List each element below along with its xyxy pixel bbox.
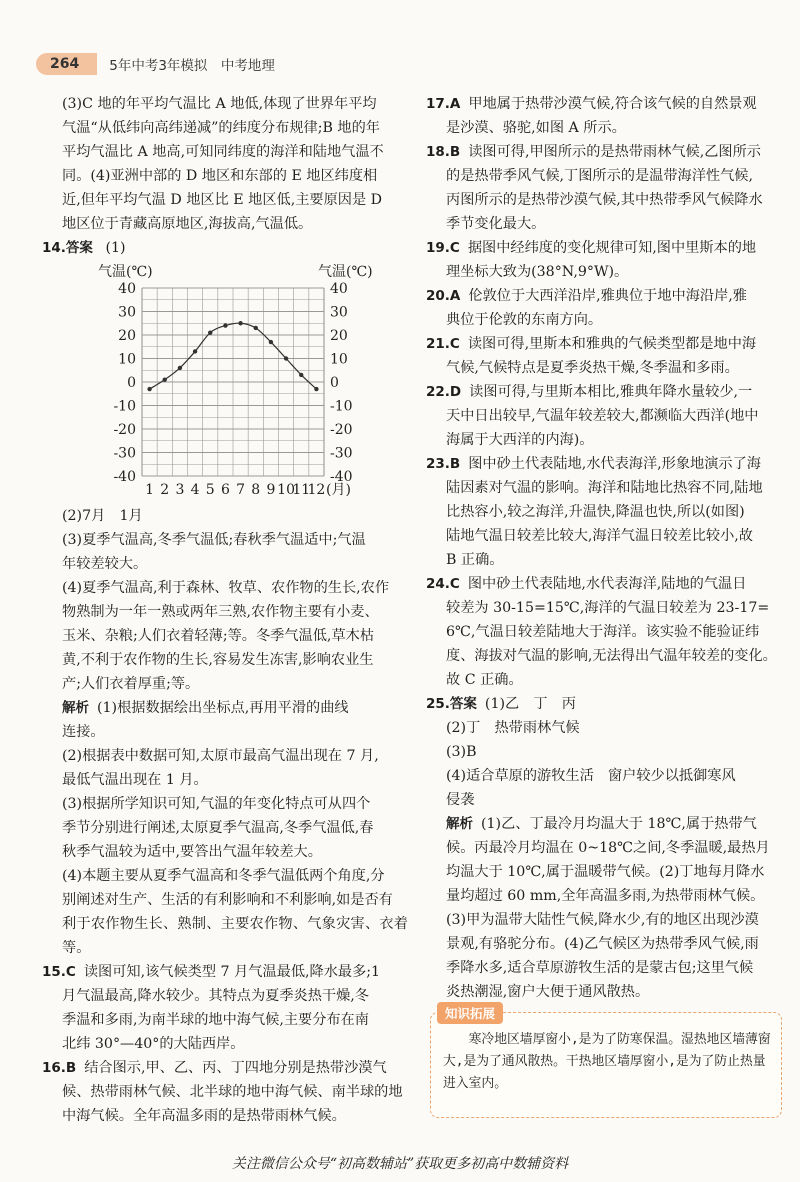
q15-number: 15.C	[42, 964, 76, 980]
q25-analysis	[426, 812, 790, 1004]
text-line: (2)根据表中数据可知,太原市最高气温出现在 7 月,	[62, 748, 379, 764]
data-point	[163, 377, 167, 381]
y-tick-label-right: 20	[330, 328, 348, 344]
text-line: (4)本题主要从夏季气温高和冬季气温低两个角度,分	[62, 868, 385, 884]
q25-first-line	[426, 692, 790, 716]
x-tick-label: 8	[251, 482, 261, 498]
text-line: 度、海拔对气温的影响,无法得出气温年较差的变化。	[446, 648, 777, 664]
text-line: 读图可得,里斯本和雅典的气候类型都是地中海	[467, 336, 757, 352]
data-point	[147, 387, 151, 391]
text-line: (4)适合草原的游牧生活 窗户较少以抵御寒风	[446, 768, 736, 784]
text-line: 北纬 30°—40°的大陆西岸。	[62, 1036, 245, 1052]
text-line: 量均超过 60 mm,全年高温多雨,为热带雨林气候。	[446, 888, 765, 904]
text-line: 候。丙最冷月均温在 0~18℃之间,冬季温暖,最热月	[446, 840, 770, 856]
data-point	[238, 321, 242, 325]
text-line: 季降水多,适合草原游牧生活的是蒙古包;这里气候	[446, 960, 754, 976]
data-point	[208, 330, 212, 334]
book-title: 5年中考3年模拟 中考地理	[109, 58, 275, 74]
y-tick-label-right: 0	[330, 375, 339, 391]
data-point	[223, 323, 227, 327]
y-tick-label-left: 20	[118, 328, 136, 344]
y-tick-label-left: 10	[118, 351, 136, 368]
knowledge-extension-box	[430, 1006, 782, 1118]
text-line: 景观,有骆驼分布。(4)乙气候区为热带季风气候,雨	[446, 936, 759, 952]
analysis-first-line	[446, 812, 790, 836]
text-line: 读图可得,与里斯本相比,雅典年降水量较少,一	[469, 384, 753, 400]
data-point	[254, 326, 258, 330]
text-line: (1)乙 丁 丙	[484, 696, 576, 712]
x-axis-label: (月)	[326, 482, 351, 498]
page-number: 264	[36, 53, 97, 75]
y-tick-label-left: 30	[118, 304, 136, 321]
text-line: 天中日出较早,气温年较差较大,都濒临大西洋(地中	[446, 408, 759, 424]
text-line: 季温和多雨,为南半球的地中海气候,主要分布在南	[62, 1012, 369, 1028]
answer-item	[426, 92, 790, 140]
q14-analysis	[62, 696, 408, 960]
mc-answers	[426, 92, 790, 692]
text-line: (3)甲为温带大陆性气候,降水少,有的地区出现沙漠	[446, 912, 759, 928]
text-line: 读图可得,甲图所示的是热带雨林气候,乙图所示	[468, 144, 761, 160]
text-line: 陆因素对气温的影响。海洋和陆地比热容不同,陆地	[446, 480, 763, 496]
text-line: 典位于伦敦的东南方向。	[446, 312, 603, 328]
x-tick-label: 3	[175, 482, 185, 498]
text-line: 6℃,气温日较差陆地大于海洋。该实验不能验证纬	[446, 624, 760, 640]
x-tick-label: 9	[266, 482, 276, 498]
text-line: 图中砂土代表陆地,水代表海洋,陆地的气温日	[467, 576, 747, 592]
text-line: (3)根据所学知识可知,气温的年变化特点可从四个	[62, 796, 371, 812]
text-line: (3)夏季气温高,冬季气温低;春秋季气温适中;气温	[62, 532, 366, 548]
q25-number: 25.答案	[426, 696, 477, 712]
text-line: 均温大于 10℃,属于温暖带气候。(2)丁地每月降水	[446, 864, 765, 880]
answer-item	[426, 284, 790, 332]
answer-first-line	[426, 284, 790, 308]
answer-item	[426, 236, 790, 284]
text-line: (2)7月 1月	[62, 508, 143, 524]
answer-number: 20.A	[426, 288, 461, 304]
answer-item	[426, 572, 790, 692]
y-tick-label-right: -30	[330, 445, 353, 462]
text-line: 别阐述对生产、生活的有利影响和不利影响,如是否有	[62, 892, 393, 908]
q14-answers	[62, 504, 408, 696]
text-line: 伦敦位于大西洋沿岸,雅典位于地中海沿岸,雅	[468, 288, 747, 304]
x-tick-label: 5	[205, 482, 215, 498]
y-tick-label-left: -30	[113, 445, 136, 462]
answer-item	[426, 452, 790, 572]
answer-number: 19.C	[426, 240, 460, 256]
text-line: (3)B	[446, 744, 477, 760]
knowledge-text: 寒冷地区墙厚窗小,是为了防寒保温。湿热地区墙薄窗大,是为了通风散热。干热地区墙厚窗小,是为了防止热量进入室内。	[443, 1032, 771, 1091]
text-line: 气候,气候特点是夏季炎热干燥,冬季温和多雨。	[446, 360, 739, 376]
temperature-chart	[62, 262, 408, 500]
text-line: 较差为 30-15=15℃,海洋的气温日较差为 23-17=	[446, 600, 770, 616]
text-line: 最低气温出现在 1 月。	[62, 772, 208, 788]
x-tick-label: 1	[145, 482, 155, 498]
text-line: 连接。	[62, 724, 105, 740]
text-line: 候、热带雨林气候、北半球的地中海气候、南半球的地	[62, 1084, 403, 1100]
data-point	[314, 387, 318, 391]
answer-number: 17.A	[426, 96, 461, 112]
q14-number: 14.答案	[42, 240, 93, 256]
text-line: 侵袭	[446, 792, 475, 808]
data-point	[193, 349, 197, 353]
answer-number: 24.C	[426, 576, 460, 592]
text-line: 理坐标大致为(38°N,9°W)。	[446, 264, 629, 280]
x-tick-label: 4	[190, 482, 200, 498]
text-line: 陆地气温日较差比较大,海洋气温日较差比较小,故	[446, 528, 753, 544]
text-line: 年较差较大。	[62, 556, 148, 572]
y-tick-label-left: -10	[113, 398, 136, 415]
q25-answer	[426, 692, 790, 812]
answer-number: 18.B	[426, 144, 461, 160]
text-line: 近,但年平均气温 D 地区比 E 地区低,主要原因是 D	[62, 192, 383, 208]
x-tick-label: 2	[160, 482, 170, 498]
answer-first-line	[426, 332, 790, 356]
text-line: 结合图示,甲、乙、丙、丁四地分别是热带沙漠气	[84, 1060, 387, 1076]
text-line: 的是热带季风气候,丁图所示的是温带海洋性气候,	[446, 168, 753, 184]
q14-heading	[42, 236, 408, 260]
y-axis-label-right: 气温(℃)	[318, 264, 373, 280]
q14-part1: (1)	[105, 240, 126, 256]
y-tick-label-right: -10	[330, 398, 353, 415]
answer-number: 23.B	[426, 456, 461, 472]
text-line: (3)C 地的年平均气温比 A 地低,体现了世界年平均	[62, 96, 377, 112]
y-axis-label-left: 气温(℃)	[98, 264, 153, 280]
q13-answer	[62, 92, 408, 236]
text-line: 海属于大西洋的内海)。	[446, 432, 594, 448]
x-tick-label: 6	[220, 482, 230, 498]
data-point	[284, 356, 288, 360]
text-line: 玉米、杂粮;人们衣着轻薄;等。冬季气温低,草木枯	[62, 628, 375, 644]
data-point	[299, 373, 303, 377]
q15-first-line	[42, 960, 408, 984]
text-line: 图中砂土代表陆地,水代表海洋,形象地演示了海	[468, 456, 761, 472]
text-line: (4)夏季气温高,利于森林、牧草、农作物的生长,农作	[62, 580, 390, 596]
answer-first-line	[426, 572, 790, 596]
y-tick-label-left: -20	[113, 422, 136, 438]
x-tick-label: 7	[236, 482, 246, 498]
text-line: 产;人们衣着厚重;等。	[62, 676, 200, 692]
knowledge-tag: 知识拓展	[437, 1002, 503, 1024]
data-point	[269, 340, 273, 344]
y-tick-label-right: -20	[330, 422, 353, 438]
answer-first-line	[426, 452, 790, 476]
analysis-label: 解析	[62, 700, 89, 716]
page-header	[36, 52, 275, 76]
text-line: 炎热潮湿,窗户大便于通风散热。	[446, 984, 650, 1000]
answer-item	[426, 140, 790, 236]
text-line: 季节分别进行阐述,太原夏季气温高,冬季气温低,春	[62, 820, 374, 836]
q16-number: 16.B	[42, 1060, 77, 1076]
text-line: 季节变化最大。	[446, 216, 546, 232]
answer-number: 22.D	[426, 384, 462, 400]
text-line: 平均气温比 A 地高,可知同纬度的海洋和陆地气温不	[62, 144, 384, 160]
text-line: 中海气候。全年高温多雨的是热带雨林气候。	[62, 1108, 346, 1124]
y-tick-label-left: 0	[127, 375, 136, 391]
q16-first-line	[42, 1056, 408, 1080]
text-line: 同。(4)亚洲中部的 D 地区和东部的 E 地区纬度相	[62, 168, 378, 184]
text-line: 丙图所示的是热带沙漠气候,其中热带季风气候降水	[446, 192, 763, 208]
right-column	[426, 92, 790, 1004]
text-line: 月气温最高,降水较少。其特点为夏季炎热干燥,冬	[62, 988, 369, 1004]
left-column	[42, 92, 408, 1128]
answer-first-line	[426, 380, 790, 404]
data-point	[178, 366, 182, 370]
y-tick-label-right: 30	[330, 304, 348, 321]
analysis-first-line	[62, 696, 408, 720]
answer-number: 21.C	[426, 336, 460, 352]
text-line: 比热容小,较之海洋,升温快,降温也快,所以(如图)	[446, 504, 745, 520]
text-line: 读图可知,该气候类型 7 月气温最低,降水最多;1	[83, 964, 381, 980]
y-tick-label-right: 10	[330, 351, 348, 368]
y-tick-label-right: 40	[330, 281, 348, 297]
footer-note: 关注微信公众号“初高数辅站”获取更多初高中数辅资料	[231, 1156, 569, 1172]
text-line: 地区位于青藏高原地区,海拔高,气温低。	[62, 216, 313, 232]
x-tick-label: 10	[277, 482, 295, 498]
chart-svg	[62, 262, 408, 500]
answer-item	[426, 332, 790, 380]
text-line: (2)丁 热带雨林气候	[446, 720, 580, 736]
y-tick-label-left: 40	[118, 281, 136, 297]
text-line: 物熟制为一年一熟或两年三熟,农作物主要有小麦、	[62, 604, 379, 620]
y-tick-label-right: -40	[330, 469, 353, 485]
text-line: 是沙漠、骆驼,如图 A 所示。	[446, 120, 626, 136]
answer-first-line	[426, 92, 790, 116]
x-tick-label: 12	[307, 482, 326, 498]
q15-answer	[42, 960, 408, 1056]
text-line: 据图中经纬度的变化规律可知,图中里斯本的地	[467, 240, 757, 256]
x-tick-label: 11	[292, 482, 311, 498]
text-line: 甲地属于热带沙漠气候,符合该气候的自然景观	[468, 96, 757, 112]
text-line: 故 C 正确。	[446, 672, 523, 688]
text-line: 气温“从低纬向高纬递减”的纬度分布规律;B 地的年	[62, 120, 380, 136]
answer-first-line	[426, 236, 790, 260]
text-line: (1)乙、丁最冷月均温大于 18℃,属于热带气	[481, 816, 757, 832]
q16-answer	[42, 1056, 408, 1128]
text-line: (1)根据数据绘出坐标点,再用平滑的曲线	[97, 700, 349, 716]
analysis-label: 解析	[446, 816, 473, 832]
answer-first-line	[426, 140, 790, 164]
text-line: 利于农作物生长、熟制、主要农作物、气象灾害、衣着等。	[62, 916, 408, 956]
text-line: B 正确。	[446, 552, 504, 568]
text-line: 秋季气温较为适中,要答出气温年较差大。	[62, 844, 322, 860]
text-line: 黄,不利于农作物的生长,容易发生冻害,影响农业生	[62, 652, 374, 668]
answer-item	[426, 380, 790, 452]
y-tick-label-left: -40	[113, 469, 136, 485]
